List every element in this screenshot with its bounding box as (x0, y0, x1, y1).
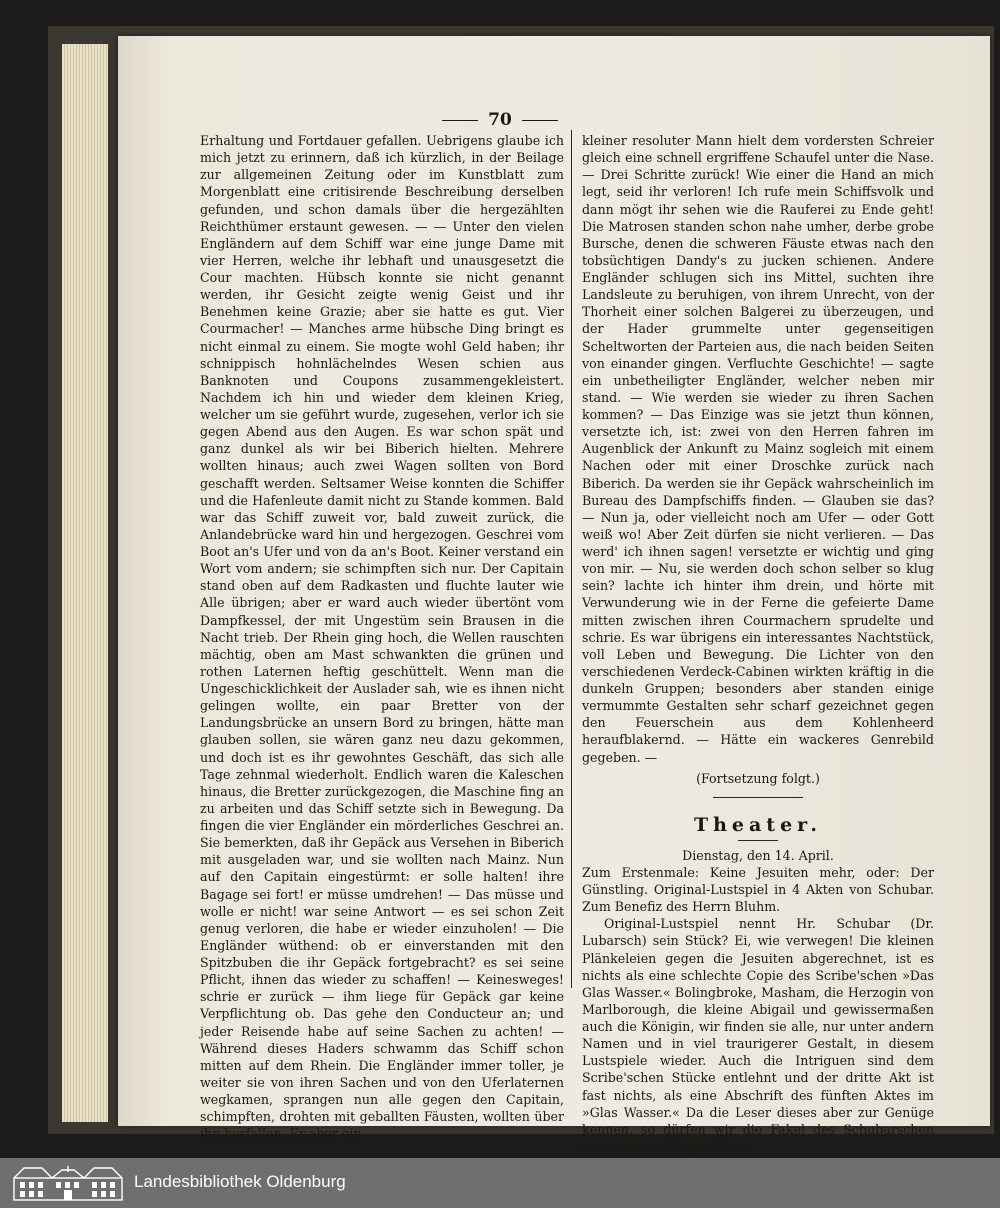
footer-label: Landesbibliothek Oldenburg (134, 1172, 346, 1191)
page-number: 70 (0, 110, 1000, 130)
library-building-icon (12, 1164, 124, 1202)
left-column-text: Erhaltung und Fortdauer gefallen. Uebrigens glaube ich mich jetzt zu erinnern, daß ich kürzlich, in der Beilage zur allgemeinen Zeitung oder im Kunstblatt zum Morgenblatt eine critisirende Beschreibung derselben gefunden, und schon damals über die hergezählten Reichthümer erstaunt gewesen. — — Unter den vielen Engländern auf dem Schiff war eine junge Dame mit vier Herren, welche ihr lebhaft und unausgesetzt die Cour machten. Hübsch konnte sie nicht genannt werden, ihr Gesicht zeigte wenig Geist und ihr Benehmen keine Grazie; aber sie hatte es gut. Vier Courmacher! — Manches arme hübsche Ding bringt es nicht einmal zu einem. Sie mogte wohl Geld haben; ihr schnippisch hohnlächelndes Wesen schien aus Banknoten und Coupons zusammengekleistert. Nachdem ich hin und wieder dem kleinen Krieg, welcher um sie geführt wurde, zugesehen, verlor ich sie gegen Abend aus den Augen. Es war schon spät und ganz dunkel als wir bei Biberich hielten. Mehrere wollten hinaus; auch zwei Wagen sollten von Bord geschafft werden. Seltsamer Weise konnten die Schiffer und die Hafenleute damit nicht zu Stande kommen. Bald war das Schiff zuweit vor, bald zuweit zurück, die Anlandebrücke ward hin und hergezogen. Geschrei vom Boot an's Ufer und von da an's Boot. Keiner verstand ein Wort vom andern; sie schimpften sich nur. Der Capitain stand oben auf dem Radkasten und fluchte lauter wie Alle übrigen; aber er ward auch wieder übertönt vom Dampfkessel, der mit Ungestüm sein Brausen in die Nacht trieb. Der Rhein ging hoch, die Wellen rauschten mächtig, oben am Mast schwankten die grünen und rothen Laternen heftig geschüttelt. Wenn man die Ungeschicklichkeit der Auslader sah, wie es ihnen nicht gelingen wollte, ein paar Bretter von der Landungsbrücke an unsern Bord zu bringen, hätte man glauben sollen, sie wären ganz neu dazu gekommen, und doch ist es ihr gewohntes Geschäft, das sich alle Tage zehnmal wiederholt. Endlich waren die Kaleschen hinaus, die Bretter zurückgezogen, die Maschine fing an zu arbeiten und das Schiff setzte sich in Bewegung. Da fingen die vier Engländer ein mörderliches Geschrei an. Sie bemerkten, daß ihr Gepäck aus Versehen in Biberich mit ausgeladen war, und sie wollten nach Mainz. Nun auf den Capitain eingestürmt: er solle halten! ihre Bagage sei fort! er müsse umdrehen! — Das müsse und wolle er nicht! war seine Antwort — es sei schon Zeit genug verloren, die habe er wieder einzuholen! — Die Engländer wüthend: ob er einverstanden mit den Spitzbuben die ihr Gepäck fortgebracht? es sei seine Pflicht, ihnen das wieder zu schaffen! — Keinesweges! schrie er zurück — ihm liege für Gepäck gar keine Verpflichtung ob. Das gehe den Conducteur an; und jeder Reisende habe auf seine Sachen zu achten! — Während dieses Haders schwamm das Schiff schon mitten auf dem Rhein. Die Engländer immer toller, je weiter sie von ihren Sachen und von den Uferlaternen wegkamen, sprangen nun alle gegen den Capitain, schimpften, drohten mit geballten Fäusten, wollten über ihn herfallen. Er aber ein (200, 133, 564, 1142)
heading-underline (738, 840, 778, 841)
dateline: Dienstag, den 14. April. (682, 847, 834, 863)
footer-bar (0, 1158, 1000, 1208)
page-edges (62, 44, 108, 1122)
column-divider (571, 130, 572, 988)
right-column-text: kleiner resoluter Mann hielt dem vordersten Schreier gleich eine schnell ergriffene Schaufel unter die Nase. — Drei Schritte zurück! Wie einer die Hand an mich legt, seid ihr verloren! Ich rufe mein Schiffsvolk und dann mögt ihr sehen wie die Rauferei zu Ende geht! Die Matrosen standen schon nahe umher, derbe grobe Bursche, denen die schweren Fäuste etwas nach den tobsüchtigen Dandy's zu jucken schienen. Andere Engländer schlugen sich ins Mittel, suchten ihre Landsleute zu beruhigen, von ihrem Unrecht, von der Thorheit einer solchen Balgerei zu überzeugen, und der Hader grummelte unter gegenseitigen Scheltworten der Parteien aus, die nach beiden Seiten von einander gingen. Verfluchte Geschichte! — sagte ein unbetheiligter Engländer, welcher neben mir stand. — Wie werden sie wieder zu ihren Sachen kommen? — Das Einzige was sie jetzt thun können, versetzte ich, ist: zwei von den Herren fahren im Augenblick der Ankunft zu Mainz sogleich mit einem Nachen oder mit einer Droschke zurück nach Biberich. Da werden sie ihr Gepäck wahrscheinlich im Bureau des Dampfschiffs finden. — Glauben sie das? — Nun ja, oder vielleicht noch am Ufer — oder Gott weiß wo! Aber Zeit dürfen sie nicht verlieren. — Das werd' ich ihnen sagen! versetzte er wichtig und ging von mir. — Nu, sie werden doch schon selber so klug sein? lachte ich hinter ihm drein, und hörte mit Verwunderung wie in der Ferne die gefeierte Dame mitten zwischen ihren Courmachern sprudelte und schrie. Es war übrigens ein interessantes Nachtstück, voll Leben und Bewegung. Die Lichter von den verschiedenen Verdeck-Cabinen wirkten kräftig in die dunkeln Gruppen; besonders aber standen einige vermummte Gestalten sehr scharf gezeichnet gegen den Feuerschein aus dem Kohlenheerd heraufblakernd. — Hätte ein wackeres Genrebild gegeben. — (582, 133, 934, 765)
right-column (582, 132, 934, 1154)
left-column (200, 132, 564, 1142)
play-announcement: Zum Erstenmale: Keine Jesuiten mehr, oder: Der Günstling. Original-Lustspiel in 4 Akten von Schubar. Zum Benefiz des Herrn Bluhm. (582, 864, 934, 915)
review-text: Original-Lustspiel nennt Hr. Schubar (Dr. Lubarsch) sein Stück? Ei, wie verwegen! Die kleinen Plänkeleien gegen die Jesuiten abgerechnet, ist es nichts als eine schlechte Copie des Scribe'schen »Das Glas Wasser.« Bolingbroke, Masham, die Herzogin von Marlborough, die kleine Abigail und gewissermaßen auch die Königin, wir finden sie alle, nur unter andern Namen und in viel traurigerer Gestalt, in diesem Lustspiele wieder. Auch die Intriguen sind dem Scribe'schen Stücke entlehnt und der dritte Akt ist fast nichts, als eine Abschrift des fünften Aktes im »Glas Wasser.« Da die Leser dieses aber zur Genüge kennen, so dürfen wir die Fakel des Schubarschen sogenannten Original-Lust- (582, 916, 934, 1154)
section-heading: Theater. (693, 813, 823, 836)
section-rule (713, 797, 803, 798)
continuation-note: (Fortsetzung folgt.) (696, 770, 820, 786)
